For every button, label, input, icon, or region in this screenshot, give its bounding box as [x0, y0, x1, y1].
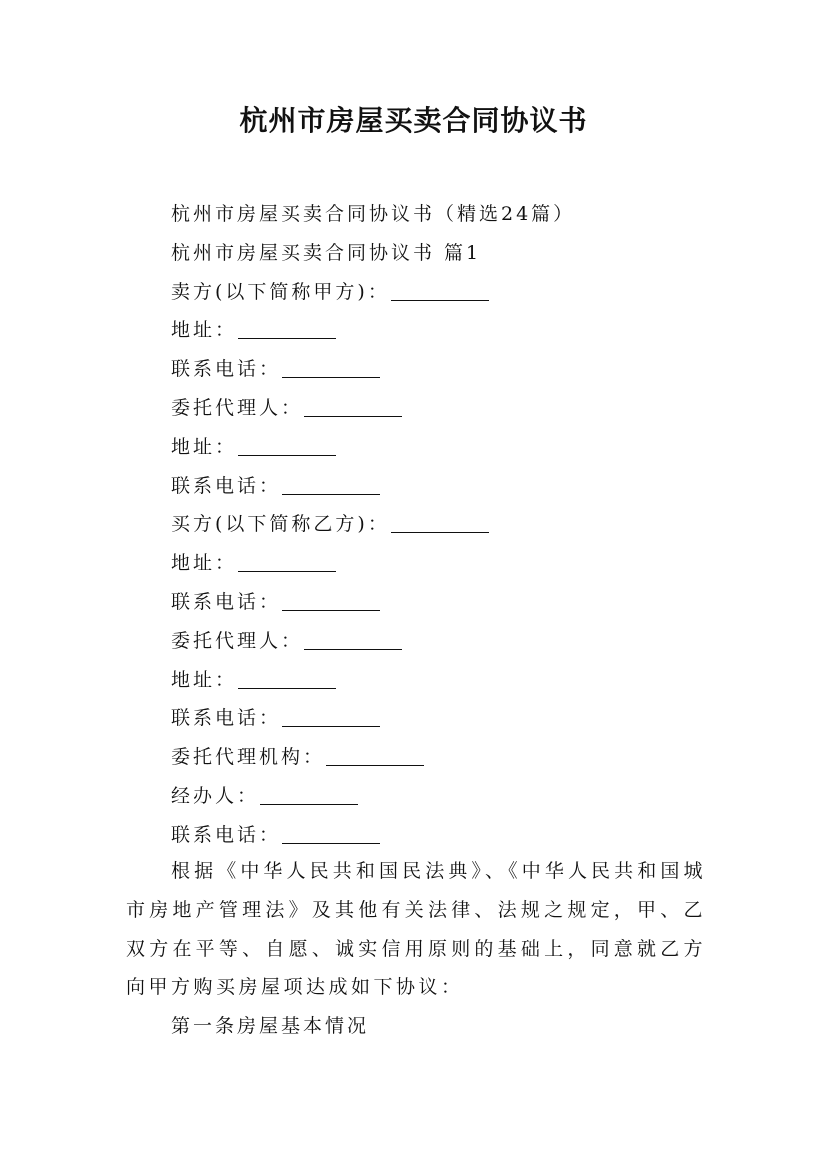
blank-line: [282, 474, 380, 495]
field-handler: [171, 777, 711, 816]
field-label: 卖方(以下简称甲方)：: [171, 280, 390, 303]
field-label: 联系电话：: [171, 590, 282, 613]
field-seller-agent-phone: [171, 467, 711, 506]
field-seller-address: [171, 311, 711, 350]
blank-line: [391, 280, 489, 301]
blank-line: [304, 629, 402, 650]
blank-line: [326, 745, 424, 766]
blank-line: [238, 318, 336, 339]
blank-line: [391, 512, 489, 533]
field-agency: [171, 738, 711, 777]
blank-line: [282, 357, 380, 378]
blank-line: [282, 590, 380, 611]
field-buyer-address: [171, 544, 711, 583]
field-label: 委托代理机构：: [171, 746, 326, 769]
article-heading: 第一条房屋基本情况: [171, 1015, 370, 1037]
blank-line: [304, 396, 402, 417]
blank-line: [238, 668, 336, 689]
subtitle-line: 杭州市房屋买卖合同协议书（精选24篇）: [171, 203, 576, 225]
field-seller-agent: [171, 389, 711, 428]
field-label: 联系电话：: [171, 358, 282, 381]
document-title: 杭州市房屋买卖合同协议书: [239, 104, 588, 137]
field-label: 委托代理人：: [171, 629, 304, 652]
blank-line: [238, 435, 336, 456]
field-handler-phone: [171, 816, 711, 855]
section-label: 杭州市房屋买卖合同协议书 篇1: [171, 241, 482, 264]
field-label: 联系电话：: [171, 823, 282, 846]
field-label: 地址：: [171, 552, 238, 575]
field-label: 地址：: [171, 319, 238, 342]
field-label: 经办人：: [171, 784, 260, 807]
field-buyer-agent-phone: [171, 699, 711, 738]
field-seller-agent-address: [171, 428, 711, 467]
blank-line: [260, 784, 358, 805]
intro-paragraph: 根据《中华人民共和国民法典》、《中华人民共和国城市房地产管理法》及其他有关法律、法规之规定，甲、乙双方在平等、自愿、诚实信用原则的基础上，同意就乙方向甲方购买房屋项达成如下协议：: [126, 860, 706, 999]
field-label: 委托代理人：: [171, 396, 304, 419]
field-label: 地址：: [171, 435, 238, 458]
field-buyer-phone: [171, 583, 711, 622]
field-buyer-agent: [171, 622, 711, 661]
blank-line: [238, 551, 336, 572]
field-list: [171, 195, 711, 855]
field-label: 联系电话：: [171, 707, 282, 730]
blank-line: [282, 823, 380, 844]
field-label: 联系电话：: [171, 474, 282, 497]
blank-line: [282, 706, 380, 727]
field-buyer-agent-address: [171, 661, 711, 700]
field-buyer: [171, 505, 711, 544]
field-label: 地址：: [171, 668, 238, 691]
field-seller: [171, 273, 711, 312]
field-label: 买方(以下简称乙方)：: [171, 513, 390, 536]
field-seller-phone: [171, 350, 711, 389]
